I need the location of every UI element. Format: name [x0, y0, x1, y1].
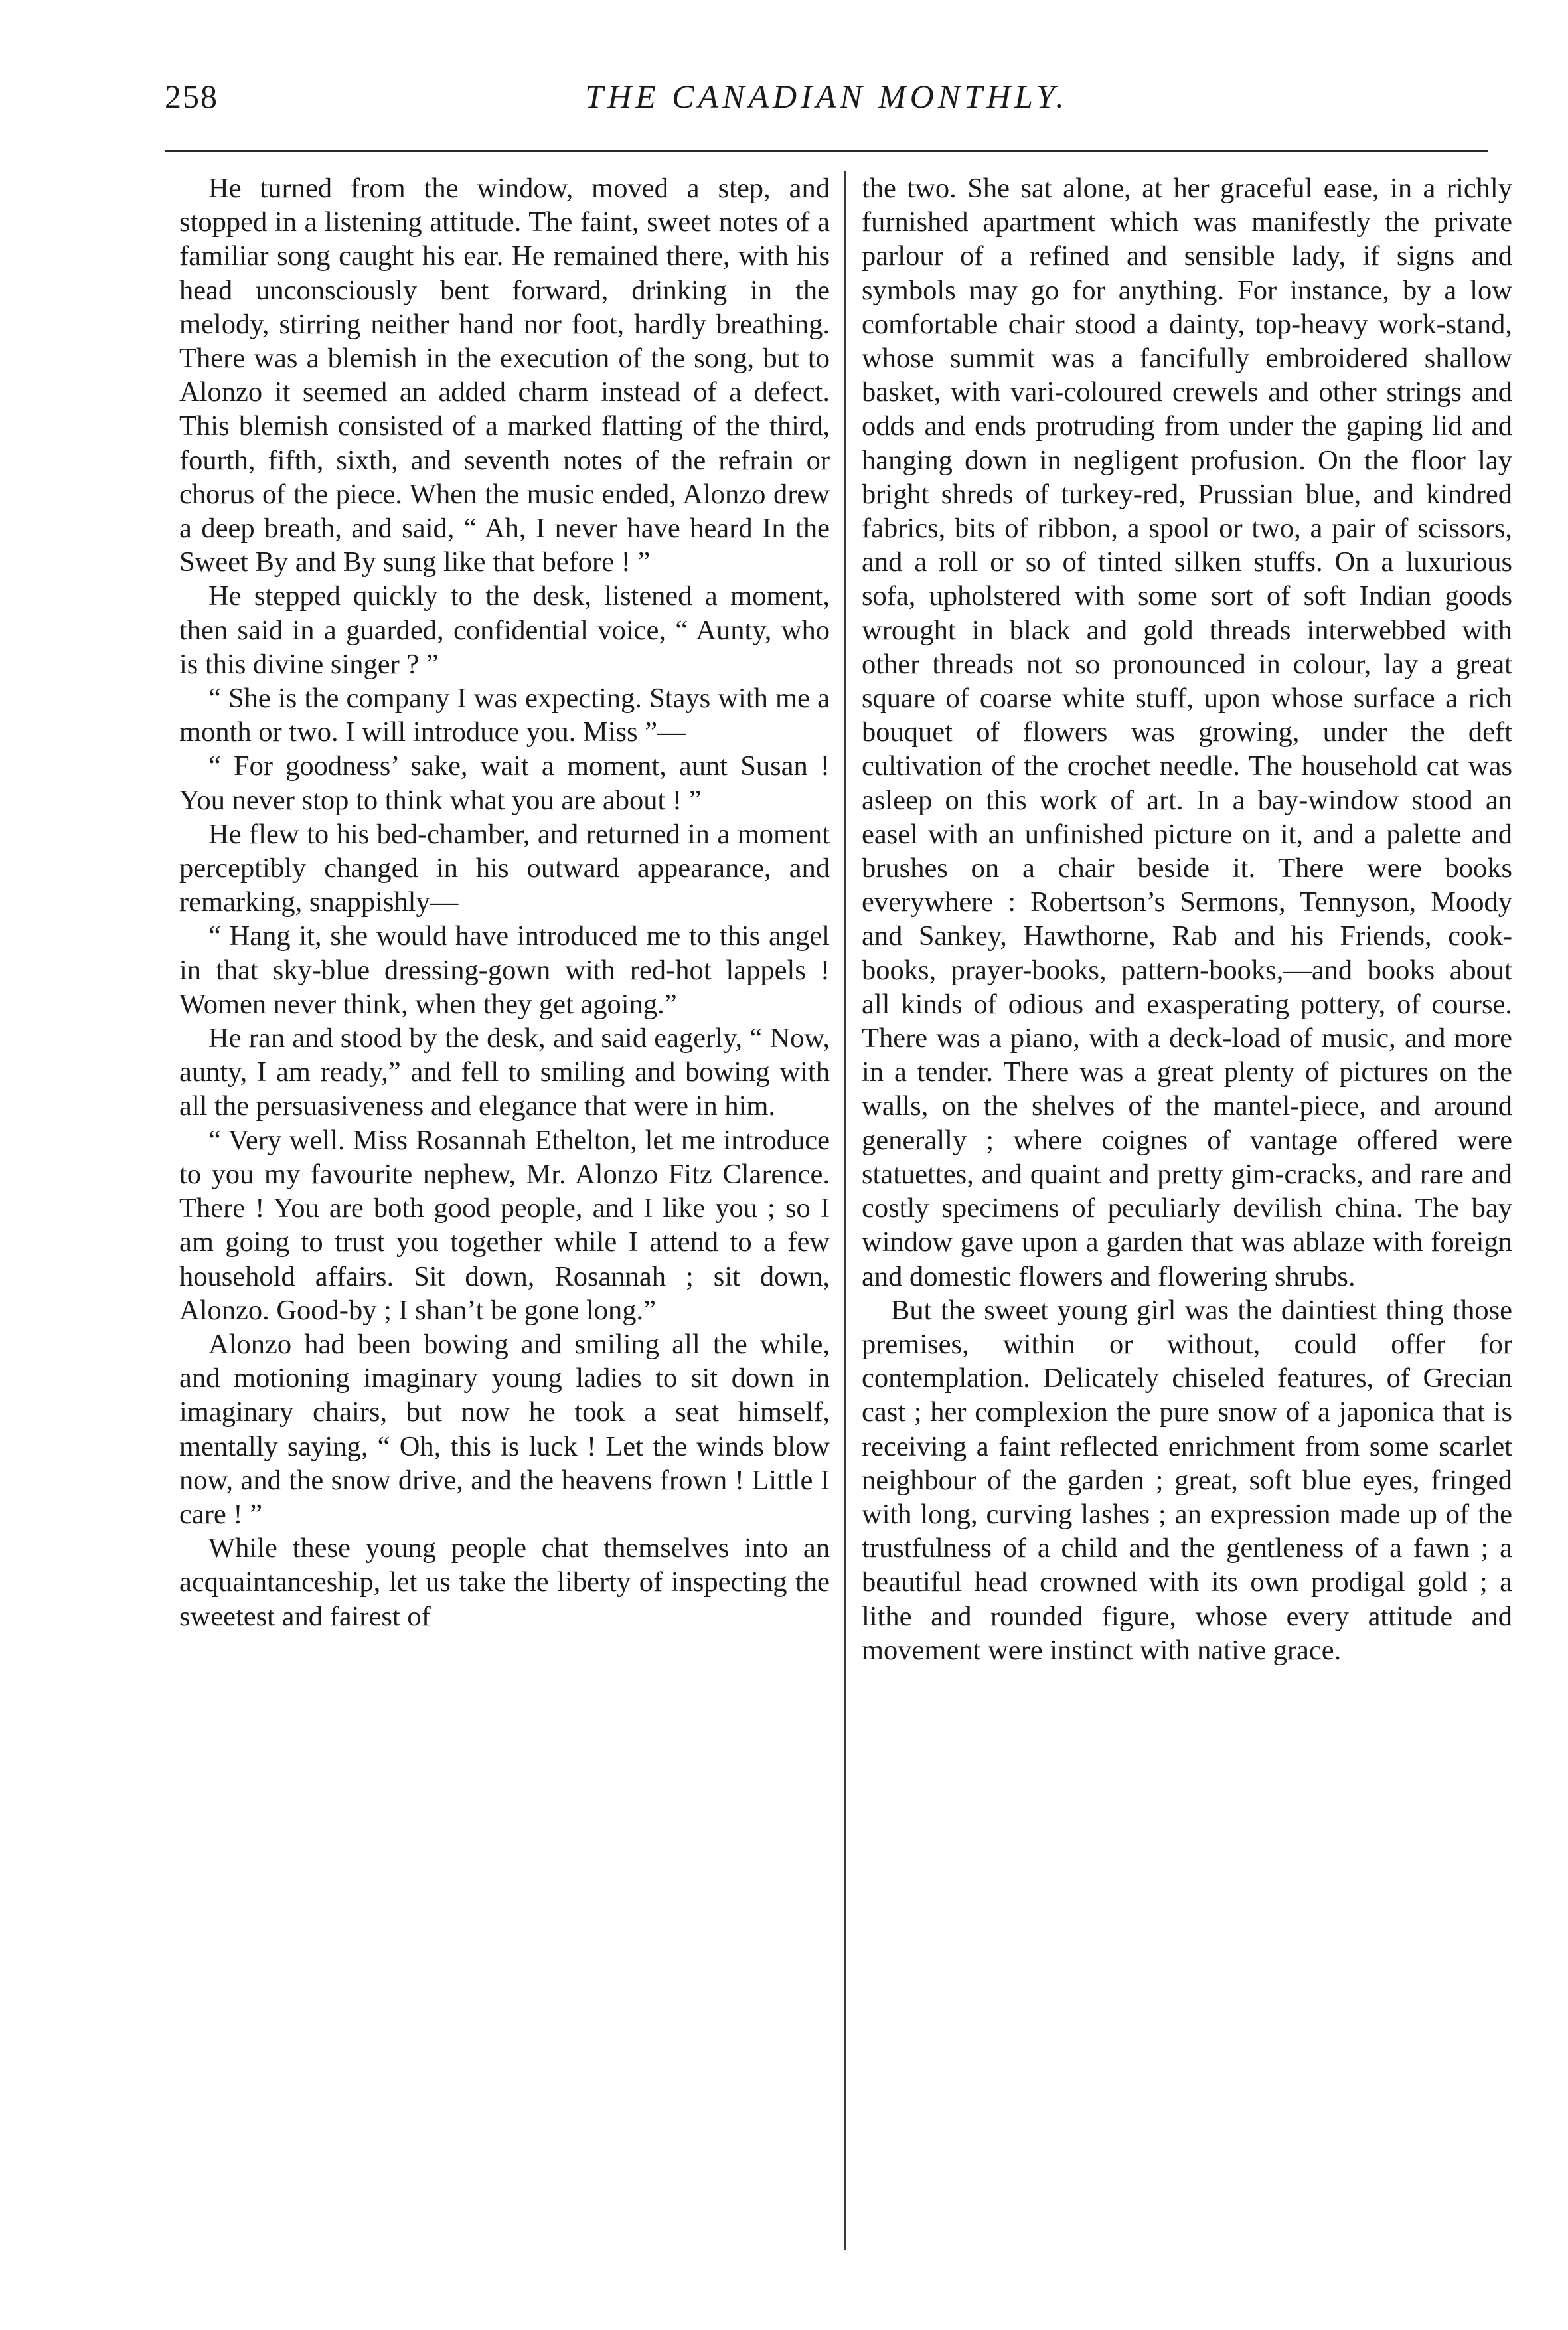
left-column — [179, 171, 830, 1633]
paragraph: He turned from the window, moved a step, and stopped in a listening attitude. The faint, sweet notes of a familiar song caught his ear. He remained there, with his head unconsciously bent forward, drinking in the melody, stirring neither hand nor foot, hardly breathing. There was a blemish in the execution of the song, but to Alonzo it seemed an added charm instead of a defect. This blemish consisted of a marked flatting of the third, fourth, fifth, sixth, and seventh notes of the refrain or chorus of the piece. When the music ended, Alonzo drew a deep breath, and said, “ Ah, I never have heard In the Sweet By and By sung like that before ! ” — [179, 173, 830, 578]
paragraph: But the sweet young girl was the daintiest thing those premises, within or without, could offer for contemplation. Delicately chiseled features, of Grecian cast ; her complexion the pure snow of a japonica that is receiving a faint reflected enrichment from some scarlet neighbour of the garden ; great, soft blue eyes, fringed with long, curving lashes ; an expression made up of the trustfulness of a child and the gentleness of a fawn ; a beautiful head crowned with its own prodigal gold ; a lithe and rounded figure, whose every attitude and movement were instinct with native grace. — [862, 1294, 1512, 1666]
paragraph: He ran and stood by the desk, and said eagerly, “ Now, aunty, I am ready,” and fell to smiling and bowing with all the persuasiveness and elegance that were in him. — [179, 1023, 830, 1122]
paragraph: the two. She sat alone, at her graceful ease, in a richly furnished apartment which was manifestly the private parlour of a refined and sensible lady, if signs and symbols may go for anything. For instance, by a low comfortable chair stood a dainty, top-heavy work-stand, whose summit was a fancifully embroidered shallow basket, with vari-coloured crewels and other strings and odds and ends protruding from under the gaping lid and hanging down in negligent profusion. On the floor lay bright shreds of turkey-red, Prussian blue, and kindred fabrics, bits of ribbon, a spool or two, a pair of scissors, and a roll or so of tinted silken stuffs. On a luxurious sofa, upholstered with some sort of soft Indian goods wrought in black and gold threads interwebbed with other threads not so pronounced in colour, lay a great square of coarse white stuff, upon whose surface a rich bouquet of flowers was growing, under the deft cultivation of the crochet needle. The household cat was asleep on this work of art. In a bay-window stood an easel with an unfinished picture on it, and a palette and brushes on a chair beside it. There were books everywhere : Robertson’s Sermons, Tennyson, Moody and Sankey, Hawthorne, Rab and his Friends, cook-books, prayer-books, pattern-books,—and books about all kinds of odious and exasperating pottery, of course. There was a piano, with a deck-load of music, and more in a tender. There was a great plenty of pictures on the walls, on the shelves of the mantel-piece, and around generally ; where coignes of vantage offered were statuettes, and quaint and pretty gim-cracks, and rare and costly specimens of peculiarly devilish china. The bay window gave upon a garden that was ablaze with foreign and domestic flowers and flowering shrubs. — [862, 173, 1512, 1292]
page-header — [165, 72, 1488, 131]
page-number: 258 — [165, 78, 218, 115]
column-divider — [844, 171, 846, 2250]
running-title: THE CANADIAN MONTHLY. — [585, 78, 1068, 115]
paragraph: “ She is the company I was expecting. Stays with me a month or two. I will introduce you. Miss ”— — [179, 683, 830, 748]
paragraph: He flew to his bed-chamber, and returned in a moment perceptibly changed in his outward appearance, and remarking, snappishly— — [179, 818, 830, 918]
paragraph: Alonzo had been bowing and smiling all the while, and motioning imaginary young ladies to sit down in imaginary chairs, but now he took a seat himself, mentally saying, “ Oh, this is luck ! Let the winds blow now, and the snow drive, and the heavens frown ! Little I care ! ” — [179, 1328, 830, 1530]
paragraph: “ For goodness’ sake, wait a moment, aunt Susan ! You never stop to think what you are about ! ” — [179, 750, 830, 816]
header-rule — [165, 150, 1488, 152]
paragraph: While these young people chat themselves into an acquaintanceship, let us take the liberty of inspecting the sweetest and fairest of — [179, 1533, 830, 1632]
paragraph: “ Hang it, she would have introduced me to this angel in that sky-blue dressing-gown with red-hot lappels ! Women never think, when they get agoing.” — [179, 920, 830, 1020]
paragraph: He stepped quickly to the desk, listened a moment, then said in a guarded, confidential voice, “ Aunty, who is this divine singer ? ” — [179, 580, 830, 680]
right-column — [862, 171, 1512, 1667]
paragraph: “ Very well. Miss Rosannah Ethelton, let me introduce to you my favourite nephew, Mr. Alonzo Fitz Clarence. There ! You are both good people, and I like you ; so I am going to trust you together while I attend to a few household affairs. Sit down, Rosannah ; sit down, Alonzo. Good-by ; I shan’t be gone long.” — [179, 1124, 830, 1326]
